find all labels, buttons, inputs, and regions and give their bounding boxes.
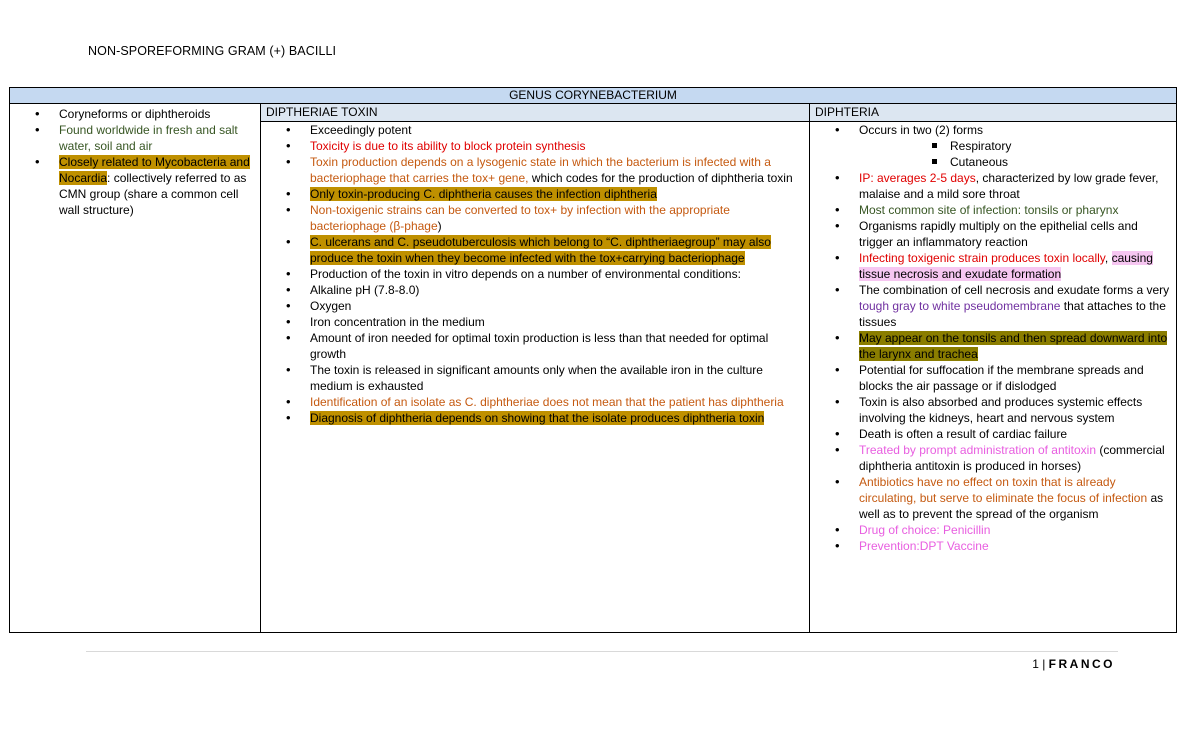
list-item: • Death is often a result of cardiac failure: [810, 426, 1176, 442]
diphtheria-list: [810, 122, 1176, 554]
list-item: • Found worldwide in fresh and salt water, soil and air: [10, 122, 260, 154]
list-item: • Potential for suffocation if the membrane spreads and blocks the air passage or if dislodged: [810, 362, 1176, 394]
corynebacterium-notes-table: [9, 87, 1177, 633]
toxin-list: [261, 122, 809, 426]
document-header: NON-SPOREFORMING GRAM (+) BACILLI: [88, 44, 337, 58]
list-item: • Organisms rapidly multiply on the epithelial cells and trigger an inflammatory reaction: [810, 218, 1176, 250]
list-item: • Oxygen: [261, 298, 809, 314]
column-diphtheriae-toxin: [261, 104, 810, 633]
table-title-row: [10, 88, 1177, 104]
list-item: • Diagnosis of diphtheria depends on showing that the isolate produces diphtheria toxin: [261, 410, 809, 426]
page-footer: [1032, 657, 1115, 671]
list-item: • Infecting toxigenic strain produces toxin locally, causing tissue necrosis and exudate formation: [810, 250, 1176, 282]
forms-sublist: [859, 138, 1170, 170]
list-item: • Treated by prompt administration of antitoxin (commercial diphtheria antitoxin is produced in horses): [810, 442, 1176, 474]
general-list: [10, 106, 260, 218]
column-header-toxin: DIPTHERIAE TOXIN: [261, 104, 809, 122]
list-item: • Most common site of infection: tonsils or pharynx: [810, 202, 1176, 218]
list-item: • Iron concentration in the medium: [261, 314, 809, 330]
page-number: 1: [1032, 657, 1039, 671]
list-item: • Production of the toxin in vitro depends on a number of environmental conditions:: [261, 266, 809, 282]
list-item: • Drug of choice: Penicillin: [810, 522, 1176, 538]
column-diphtheria: [810, 104, 1177, 633]
list-item: • Exceedingly potent: [261, 122, 809, 138]
list-item: • Antibiotics have no effect on toxin that is already circulating, but serve to eliminate the focus of infection as well as to prevent the spread of the organism: [810, 474, 1176, 522]
list-item: • C. ulcerans and C. pseudotuberculosis which belong to “C. diphtheriaegroup” may also produce the toxin when they become infected with the tox+carrying bacteriophage: [261, 234, 809, 266]
footer-divider: [86, 651, 1118, 652]
table-content-row: [10, 104, 1177, 633]
list-item: • Amount of iron needed for optimal toxin production is less than that needed for optimal growth: [261, 330, 809, 362]
list-item: • Occurs in two (2) forms Respiratory Cutaneous: [810, 122, 1176, 170]
list-item: • Only toxin-producing C. diphtheria causes the infection diphtheria: [261, 186, 809, 202]
list-item: • Toxin is also absorbed and produces systemic effects involving the kidneys, heart and nervous system: [810, 394, 1176, 426]
list-item: • May appear on the tonsils and then spread downward into the larynx and trachea: [810, 330, 1176, 362]
list-item: • Identification of an isolate as C. diphtheriae does not mean that the patient has diphtheria: [261, 394, 809, 410]
list-item: • The toxin is released in significant amounts only when the available iron in the culture medium is exhausted: [261, 362, 809, 394]
list-item: • Prevention:DPT Vaccine: [810, 538, 1176, 554]
list-item: • Non-toxigenic strains can be converted to tox+ by infection with the appropriate bacteriophage (β-phage): [261, 202, 809, 234]
list-item: • Closely related to Mycobacteria and Nocardia: collectively referred to as CMN group (share a common cell wall structure): [10, 154, 260, 218]
footer-author: FRANCO: [1048, 657, 1115, 671]
list-item: • Alkaline pH (7.8-8.0): [261, 282, 809, 298]
list-item: • Toxicity is due to its ability to block protein synthesis: [261, 138, 809, 154]
list-item: • IP: averages 2-5 days, characterized by low grade fever, malaise and a mild sore throat: [810, 170, 1176, 202]
column-header-diphtheria: DIPHTERIA: [810, 104, 1176, 122]
list-item: • The combination of cell necrosis and exudate forms a very tough gray to white pseudomembrane that attaches to the tissues: [810, 282, 1176, 330]
list-item: • Toxin production depends on a lysogenic state in which the bacterium is infected with a bacteriophage that carries the tox+ gene, which codes for the production of diphtheria toxin: [261, 154, 809, 186]
column-general: [10, 104, 261, 633]
list-item: • Coryneforms or diphtheroids: [10, 106, 260, 122]
table-title: GENUS CORYNEBACTERIUM: [10, 88, 1177, 104]
footer-separator: |: [1038, 657, 1049, 671]
sublist-item: Respiratory: [859, 138, 1170, 154]
sublist-item: Cutaneous: [859, 154, 1170, 170]
